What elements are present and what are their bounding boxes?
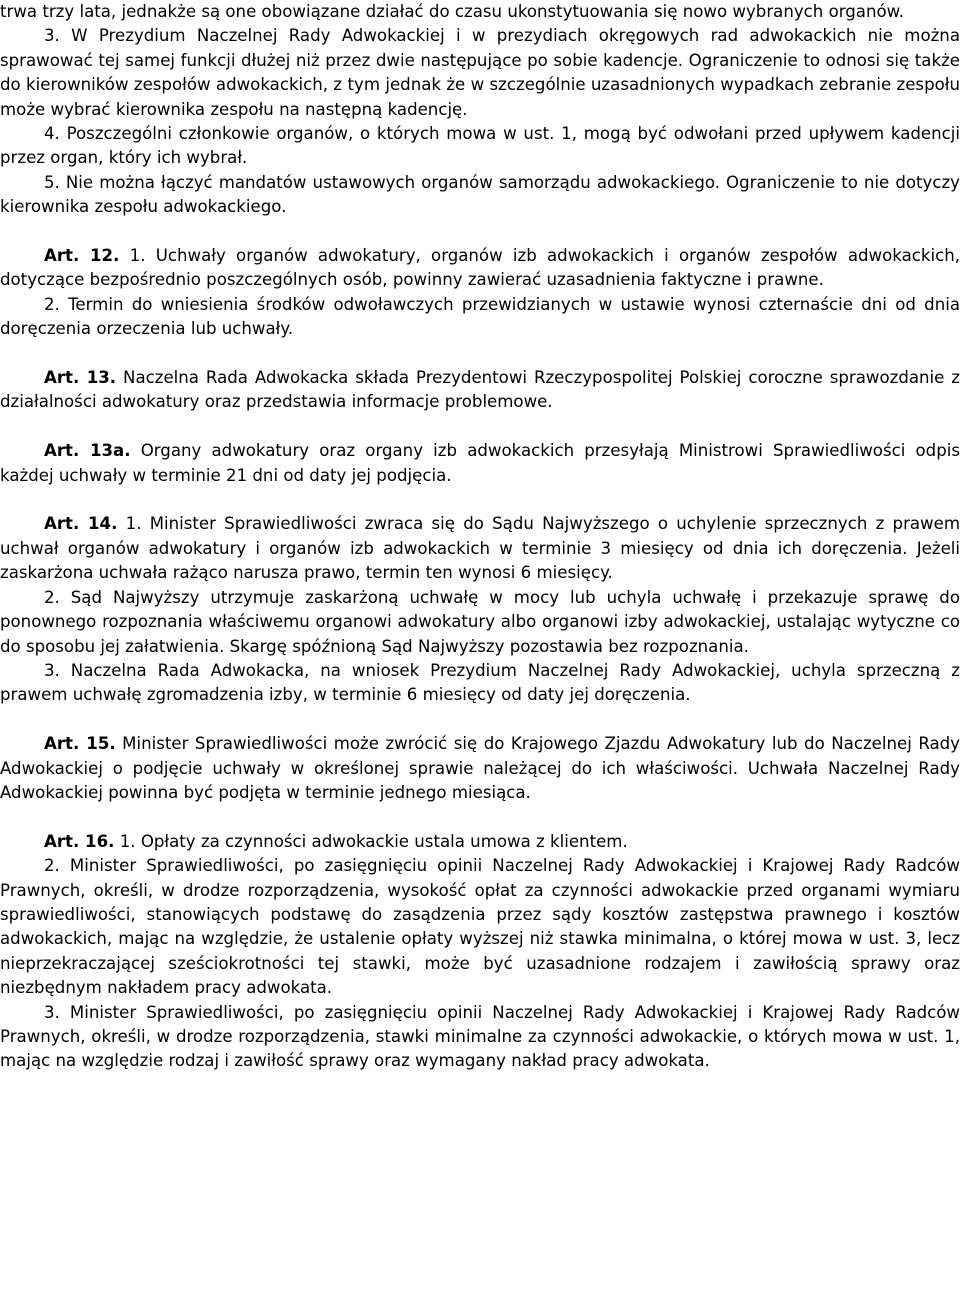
paragraph-text: 1. Minister Sprawiedliwości zwraca się do Sądu Najwyższego o uchylenie sprzecznych z prawem uchwał organów adwokatury i organów izb adwokackich w terminie 3 miesięcy od dnia ich doręczenia. Jeżeli zaskarżona uchwała rażąco narusza prawo, termin ten wynosi 6 miesięcy. <box>0 514 960 583</box>
article-14-paragraph <box>0 512 960 585</box>
paragraph <box>0 24 960 122</box>
paragraph-text: 1. Opłaty za czynności adwokackie ustala umowa z klientem. <box>114 831 628 851</box>
article-16-paragraph <box>0 830 960 854</box>
paragraph <box>0 854 960 1000</box>
paragraph-text: 3. W Prezydium Naczelnej Rady Adwokackiej i w prezydiach okręgowych rad adwokackich nie można sprawować tej samej funkcji dłużej niż przez dwie następujące po sobie kadencje. Ograniczenie to odnosi się także do kierowników zespołów adwokackich, z tym jednak że w szczególnie uzasadnionych wypadkach zebranie zespołu może wybrać kierownika zespołu na następną kadencję. <box>0 26 960 119</box>
article-13a-paragraph <box>0 439 960 488</box>
paragraph-text: trwa trzy lata, jednakże są one obowiązane działać do czasu ukonstytuowania się nowo wybranych organów. <box>0 2 904 21</box>
paragraph-text: Naczelna Rada Adwokacka składa Prezydentowi Rzeczypospolitej Polskiej coroczne sprawozdanie z działalności adwokatury oraz przedstawia informacje problemowe. <box>0 368 960 412</box>
article-heading: Art. 12. <box>44 246 120 266</box>
paragraph <box>0 1001 960 1074</box>
article-heading: Art. 13a. <box>44 441 131 461</box>
paragraph-text: Minister Sprawiedliwości może zwrócić się do Krajowego Zjazdu Adwokatury lub do Naczelnej Rady Adwokackiej o podjęcie uchwały w określonej sprawie należącej do ich właściwości. Uchwała Naczelnej Rady Adwokackiej powinna być podjęta w terminie jednego miesiąca. <box>0 734 960 802</box>
article-heading: Art. 13. <box>44 368 117 388</box>
article-heading: Art. 16. <box>44 831 115 851</box>
article-13-paragraph <box>0 366 960 415</box>
paragraph <box>0 659 960 708</box>
article-12-paragraph <box>0 244 960 293</box>
paragraph-text: 4. Poszczególni członkowie organów, o których mowa w ust. 1, mogą być odwołani przed upływem kadencji przez organ, który ich wybrał. <box>0 124 960 168</box>
paragraph-text: 2. Termin do wniesienia środków odwoławczych przewidzianych w ustawie wynosi czternaście dni od dnia doręczenia orzeczenia lub uchwały. <box>0 294 960 339</box>
paragraph <box>0 293 960 342</box>
article-heading: Art. 14. <box>44 514 118 534</box>
paragraph <box>0 122 960 171</box>
article-heading: Art. 15. <box>44 734 116 754</box>
paragraph-text: Organy adwokatury oraz organy izb adwokackich przesyłają Ministrowi Sprawiedliwości odpis każdej uchwały w terminie 21 dni od daty jej podjęcia. <box>0 441 960 485</box>
paragraph-text: 1. Uchwały organów adwokatury, organów izb adwokackich i organów zespołów adwokackich, dotyczące bezpośrednio poszczególnych osób, powinny zawierać uzasadnienia faktyczne i prawne. <box>0 246 960 290</box>
paragraph <box>0 586 960 659</box>
paragraph-text: 3. Minister Sprawiedliwości, po zasięgnięciu opinii Naczelnej Rady Adwokackiej i Krajowej Rady Radców Prawnych, określi, w drodze rozporządzenia, stawki minimalne za czynności adwokackie, o których mowa w ust. 1, mając na względzie rodzaj i zawiłość sprawy oraz wymagany nakład pracy adwokata. <box>0 1002 960 1071</box>
paragraph-text: 3. Naczelna Rada Adwokacka, na wniosek Prezydium Naczelnej Rady Adwokackiej, uchyla sprzeczną z prawem uchwałę zgromadzenia izby, w terminie 6 miesięcy od daty jej doręczenia. <box>0 660 960 705</box>
paragraph-text: 5. Nie można łączyć mandatów ustawowych organów samorządu adwokackiego. Ograniczenie to nie dotyczy kierownika zespołu adwokackiego. <box>0 172 960 217</box>
paragraph-text: 2. Minister Sprawiedliwości, po zasięgnięciu opinii Naczelnej Rady Adwokackiej i Krajowej Rady Radców Prawnych, określi, w drodze rozporządzenia, wysokość opłat za czynności adwokackie przed organami wymiaru sprawiedliwości, stanowiących podstawę do zasądzenia przez sądy kosztów zastępstwa prawnego i kosztów adwokackich, mając na względzie, że ustalenie opłaty wyższej niż stawka minimalna, o której mowa w ust. 3, lecz nieprzekraczającej sześciokrotności tej stawki, może być uzasadnione rodzajem i zawiłością sprawy oraz niezbędnym nakładem pracy adwokata. <box>0 856 960 998</box>
paragraph-text: 2. Sąd Najwyższy utrzymuje zaskarżoną uchwałę w mocy lub uchyla uchwałę i przekazuje sprawę do ponownego rozpoznania właściwemu organowi adwokatury albo organowi izby adwokackiej, ustalając wytyczne co do sposobu jej załatwienia. Skargę spóźnioną Sąd Najwyższy pozostawia bez rozpoznania. <box>0 587 960 656</box>
article-15-paragraph <box>0 732 960 805</box>
paragraph <box>0 0 960 24</box>
paragraph <box>0 171 960 220</box>
